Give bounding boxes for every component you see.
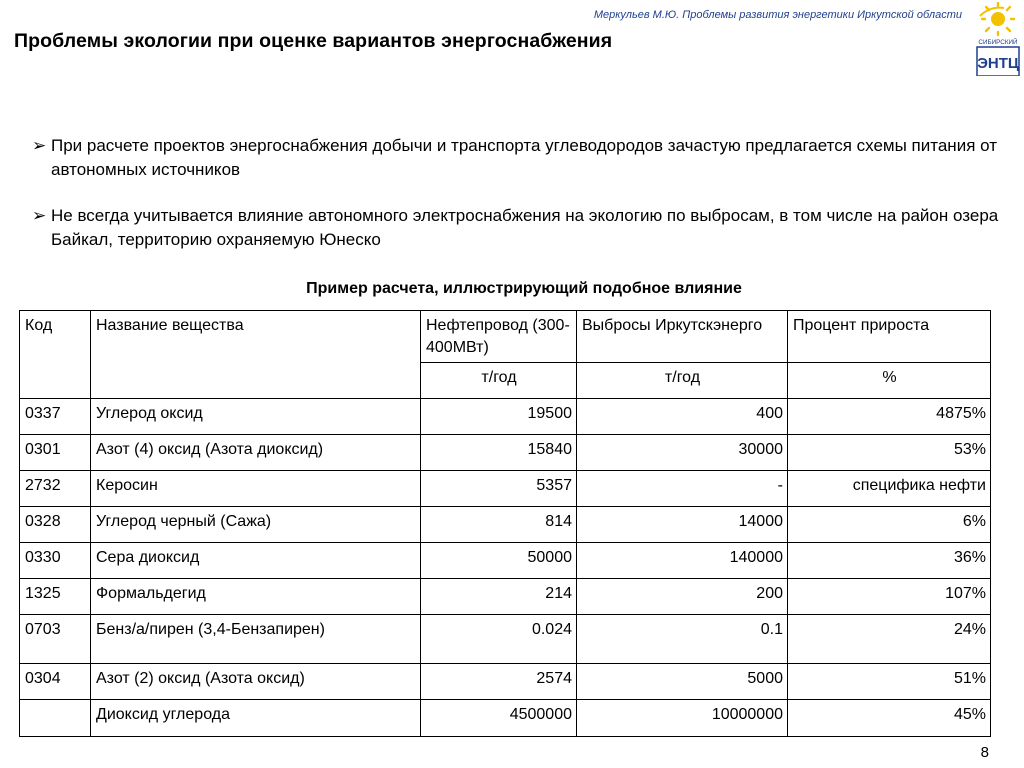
header-name: Название вещества (91, 311, 421, 399)
bullet-text: При расчете проектов энергоснабжения добычи и транспорта углеводородов зачастую предлагается схемы питания от автономных источников (51, 136, 997, 179)
logo-text-big: ЭНТЦ (977, 55, 1019, 72)
bullet-arrow-icon: ➢ (32, 136, 47, 155)
cell-name: Углерод оксид (91, 399, 421, 435)
bullet-item (32, 134, 1012, 182)
cell-growth: 6% (788, 507, 991, 543)
cell-emissions: - (577, 471, 788, 507)
page-title: Проблемы экологии при оценке вариантов энергоснабжения (14, 30, 613, 52)
cell-emissions: 0.1 (577, 615, 788, 664)
cell-growth: 45% (788, 700, 991, 737)
cell-growth: 107% (788, 579, 991, 615)
table-row (20, 399, 991, 435)
table-row (20, 664, 991, 700)
cell-code: 0337 (20, 399, 91, 435)
cell-pipeline: 19500 (421, 399, 577, 435)
table-row (20, 543, 991, 579)
unit-growth: % (788, 363, 991, 399)
cell-pipeline: 5357 (421, 471, 577, 507)
table-row (20, 507, 991, 543)
header-growth: Процент прироста (788, 311, 991, 363)
cell-code: 0301 (20, 435, 91, 471)
header-emissions: Выбросы Иркутскэнерго (577, 311, 788, 363)
cell-pipeline: 0.024 (421, 615, 577, 664)
cell-emissions: 30000 (577, 435, 788, 471)
cell-pipeline: 50000 (421, 543, 577, 579)
header-credit: Меркульев М.Ю. Проблемы развития энергетики Иркутской области (593, 9, 962, 21)
cell-pipeline: 214 (421, 579, 577, 615)
cell-name: Сера диоксид (91, 543, 421, 579)
cell-code: 0330 (20, 543, 91, 579)
cell-emissions: 10000000 (577, 700, 788, 737)
table-row (20, 615, 991, 664)
table-row (20, 435, 991, 471)
cell-growth: 51% (788, 664, 991, 700)
cell-pipeline: 4500000 (421, 700, 577, 737)
table-row (20, 579, 991, 615)
cell-name: Углерод черный (Сажа) (91, 507, 421, 543)
cell-growth: 4875% (788, 399, 991, 435)
bullet-text: Не всегда учитывается влияние автономного электроснабжения на экологию по выбросам, в том числе на район озера Байкал, территорию охраняемую Юнеско (51, 206, 999, 249)
cell-name: Диоксид углерода (91, 700, 421, 737)
cell-name: Керосин (91, 471, 421, 507)
sun-icon (980, 3, 1014, 35)
cell-growth: 36% (788, 543, 991, 579)
cell-growth: 24% (788, 615, 991, 664)
logo-text-small: СИБИРСКИЙ (978, 39, 1018, 46)
table-row (20, 700, 991, 737)
bullet-arrow-icon: ➢ (32, 206, 47, 225)
unit-pipeline: т/год (421, 363, 577, 399)
cell-code (20, 700, 91, 737)
emissions-table (19, 310, 991, 737)
cell-emissions: 5000 (577, 664, 788, 700)
header-code: Код (20, 311, 91, 399)
cell-code: 1325 (20, 579, 91, 615)
cell-emissions: 14000 (577, 507, 788, 543)
cell-name: Формальдегид (91, 579, 421, 615)
bullet-list (32, 134, 1012, 252)
cell-emissions: 200 (577, 579, 788, 615)
table-row (20, 471, 991, 507)
cell-code: 0703 (20, 615, 91, 664)
table-caption: Пример расчета, иллюстрирующий подобное влияние (306, 280, 742, 297)
header-pipeline: Нефтепровод (300-400МВт) (421, 311, 577, 363)
cell-growth: 53% (788, 435, 991, 471)
cell-name: Азот (2) оксид (Азота оксид) (91, 664, 421, 700)
cell-pipeline: 2574 (421, 664, 577, 700)
cell-code: 2732 (20, 471, 91, 507)
cell-emissions: 400 (577, 399, 788, 435)
cell-name: Азот (4) оксид (Азота диоксид) (91, 435, 421, 471)
cell-growth: специфика нефти (788, 471, 991, 507)
bullet-item (32, 204, 1012, 252)
page-number: 8 (980, 744, 989, 761)
cell-code: 0304 (20, 664, 91, 700)
cell-name: Бенз/а/пирен (3,4-Бензапирен) (91, 615, 421, 664)
cell-pipeline: 814 (421, 507, 577, 543)
cell-code: 0328 (20, 507, 91, 543)
cell-pipeline: 15840 (421, 435, 577, 471)
unit-emissions: т/год (577, 363, 788, 399)
table-header-row (20, 311, 991, 363)
company-logo (974, 2, 1022, 76)
cell-emissions: 140000 (577, 543, 788, 579)
